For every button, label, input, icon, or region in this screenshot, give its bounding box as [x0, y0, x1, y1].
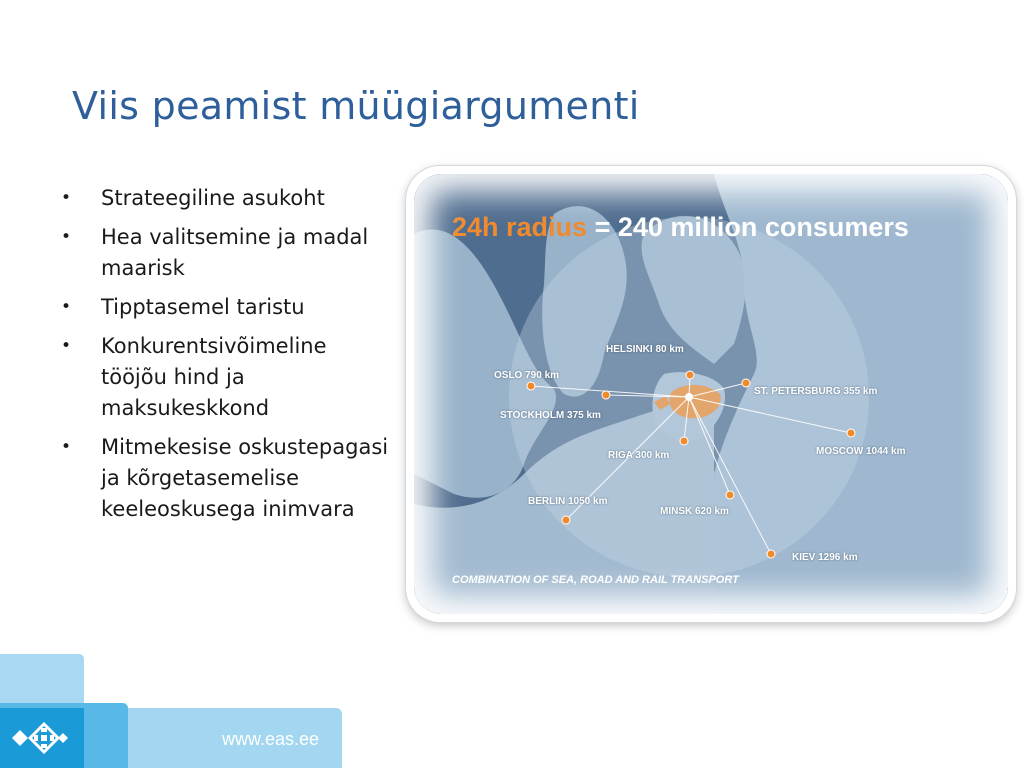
baltic-region-map: [414, 174, 1008, 614]
footer-website-link[interactable]: www.eas.ee: [222, 729, 320, 749]
city-label-helsinki: HELSINKI 80 km: [606, 344, 684, 355]
list-item: • Strateegiline asukoht: [60, 183, 390, 214]
map-caption: COMBINATION OF SEA, ROAD AND RAIL TRANSPORT: [452, 574, 739, 586]
city-label-riga: RIGA 300 km: [608, 450, 670, 461]
city-label-moscow: MOSCOW 1044 km: [816, 446, 906, 457]
slide-title: Viis peamist müügiargumenti: [72, 84, 640, 128]
map-image-frame: [406, 166, 1016, 622]
bullet-icon: •: [60, 227, 72, 247]
list-item: • Mitmekesise oskustepagasi ja kõrgetasemelise keeleoskusega inimvara: [60, 432, 390, 525]
city-label-stockholm: STOCKHOLM 375 km: [500, 410, 601, 421]
city-label-kiev: KIEV 1296 km: [792, 552, 858, 563]
eas-snowflake-logo-icon: [0, 708, 84, 768]
bullet-icon: •: [60, 437, 72, 457]
bullet-icon: •: [60, 336, 72, 356]
map-headline: 24h radius = 240 million consumers: [452, 212, 909, 242]
eas-logo: [0, 708, 84, 768]
bullet-icon: •: [60, 188, 72, 208]
list-item: • Konkurentsivõimeline tööjõu hind ja maksukeskkond: [60, 331, 390, 424]
city-label-st-petersburg: ST. PETERSBURG 355 km: [754, 386, 878, 397]
list-item: • Hea valitsemine ja madal maarisk: [60, 222, 390, 284]
city-label-minsk: MINSK 620 km: [660, 506, 729, 517]
list-item: • Tipptasemel taristu: [60, 292, 390, 323]
city-label-berlin: BERLIN 1050 km: [528, 496, 608, 507]
bullet-icon: •: [60, 297, 72, 317]
city-label-oslo: OSLO 790 km: [494, 370, 560, 381]
selling-points-list: [60, 183, 390, 533]
